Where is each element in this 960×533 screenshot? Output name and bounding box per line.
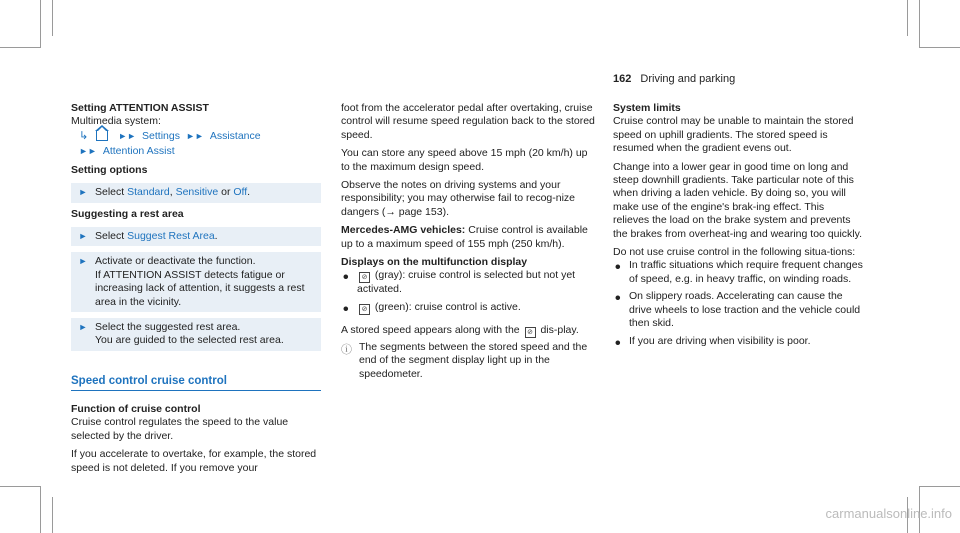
chevron-icon: ►► bbox=[79, 145, 97, 156]
step-suggest-3: ► Select the suggested rest area. You are guided to the selected rest area. bbox=[71, 318, 321, 351]
option-off[interactable]: Off bbox=[233, 186, 248, 199]
step-arrow-icon: ► bbox=[78, 256, 88, 267]
page-header bbox=[613, 73, 735, 85]
function-text: Cruise control regulates the speed to the value selected by the driver. bbox=[71, 416, 289, 442]
return-arrow-icon: ↳ bbox=[79, 129, 89, 142]
column-1 bbox=[71, 102, 321, 475]
chevron-icon: ►► bbox=[118, 130, 137, 141]
list-item: • In traffic situations which require frequent changes of speed, e.g. in heavy traffic, on winding roads. bbox=[615, 259, 863, 285]
nav-attention-assist[interactable]: Attention Assist bbox=[102, 144, 175, 157]
nav-assistance[interactable]: Assistance bbox=[209, 129, 261, 142]
crop-mark bbox=[907, 0, 908, 36]
crop-mark bbox=[920, 47, 960, 48]
list-item: • On slippery roads. Accelerating can cause the drive wheels to lose traction and the vehicle could then skid. bbox=[615, 290, 861, 330]
system-label: Multimedia system: bbox=[71, 115, 161, 128]
info-icon: ⓘ bbox=[341, 343, 352, 356]
column-3: System limits Cruise control may be unable to maintain the stored speed on uphill gradients. The stored speed is resumed when the gradient evens out. Change into a lower gear in good time on long and steep downhill gradients. Take particular note of this when driving a laden vehicle. By doing so, you will make use of the engine's brak-ing effect. This relieves the load on the brake system and prevents the brakes from overheat-ing and wearing too quickly. Do not use cruise control in the following situa-tions: • In traffic situations which require frequent changes of speed, e.g. in heavy traffic, on winding roads. • On slippery roads. Accelerating can cause the drive wheels to lose traction and the vehicle could then skid. • If you are driving when visibility is poor. bbox=[613, 102, 863, 352]
home-icon[interactable] bbox=[96, 131, 108, 141]
menu-path-cont bbox=[71, 144, 321, 159]
system-limits-heading: System limits bbox=[613, 102, 681, 114]
chevron-icon: ►► bbox=[186, 130, 204, 141]
function-heading: Function of cruise control bbox=[71, 402, 201, 415]
step-suggest-1: ► Select Suggest Rest Area. bbox=[71, 227, 321, 246]
option-standard[interactable]: Standard bbox=[127, 186, 170, 199]
crop-mark bbox=[52, 497, 53, 533]
step-suggest-2: ► Activate or deactivate the function. If ATTENTION ASSIST detects fatigue or increasing lack of attention, it suggests a rest area in the vicinity. bbox=[71, 252, 321, 312]
step-setting: ► Select Standard, Sensitive or Off. bbox=[71, 183, 321, 202]
displays-heading: Displays on the multifunction display bbox=[341, 256, 528, 269]
cruise-control-icon: ⊘ bbox=[525, 327, 536, 338]
cruise-control-icon: ⊘ bbox=[359, 304, 370, 315]
crop-mark bbox=[52, 0, 53, 36]
step-arrow-icon: ► bbox=[78, 231, 88, 242]
option-sensitive[interactable]: Sensitive bbox=[175, 186, 219, 199]
list-item: • ⊘ (green): cruise control is active. bbox=[343, 300, 521, 318]
crop-mark bbox=[0, 486, 40, 487]
crop-mark bbox=[40, 0, 41, 48]
list-item: • If you are driving when visibility is poor. bbox=[615, 334, 811, 352]
crop-mark bbox=[920, 486, 960, 487]
attention-assist-heading: Setting ATTENTION ASSIST bbox=[71, 102, 209, 114]
list-item: • ⊘ (gray): cruise control is selected but not yet activated. bbox=[343, 269, 576, 296]
setting-options-heading: Setting options bbox=[71, 163, 148, 176]
menu-path bbox=[71, 129, 321, 144]
nav-settings[interactable]: Settings bbox=[142, 129, 180, 142]
section-name: Driving and parking bbox=[640, 73, 736, 85]
section-title: Speed control cruise control bbox=[71, 375, 321, 391]
column-2: foot from the accelerator pedal after overtaking, cruise control will resume speed regulation back to the stored speed. You can store any speed above 15 mph (20 km/h) up to the maximum design speed. Observe the notes on driving systems and your responsibility; you may otherwise fail to recog-nize dangers (→ page 153). Mercedes-AMG vehicles: Cruise control is available up to a maximum speed of 155 mph (250 km/h). Displays on the multifunction display • ⊘ (gray): cruise control is selected but not yet activated. • ⊘ (green): cruise control is active. A stored speed appears along with the ⊘ dis-play. ⓘ The segments between the stored speed and the end of the segment display light up in the speedometer. bbox=[341, 102, 597, 381]
page-number: 162 bbox=[613, 73, 632, 85]
crop-mark bbox=[40, 486, 41, 533]
crop-mark bbox=[0, 47, 40, 48]
suggest-heading: Suggesting a rest area bbox=[71, 207, 184, 220]
suggest-rest-area-link[interactable]: Suggest Rest Area bbox=[127, 230, 215, 243]
info-note: ⓘ The segments between the stored speed and the end of the segment display light up in the speedometer. bbox=[341, 340, 588, 380]
step-arrow-icon: ► bbox=[78, 187, 88, 198]
cruise-control-icon: ⊘ bbox=[359, 272, 370, 283]
amg-note: Mercedes-AMG vehicles: Cruise control is available up to a maximum speed of 155 mph (250 km/h). bbox=[341, 224, 588, 250]
watermark: carmanualsonline.info bbox=[825, 506, 952, 521]
step-arrow-icon: ► bbox=[78, 322, 88, 333]
crop-mark bbox=[919, 0, 920, 48]
function-text: If you accelerate to overtake, for example, the stored speed is not deleted. If you remove your bbox=[71, 448, 317, 474]
